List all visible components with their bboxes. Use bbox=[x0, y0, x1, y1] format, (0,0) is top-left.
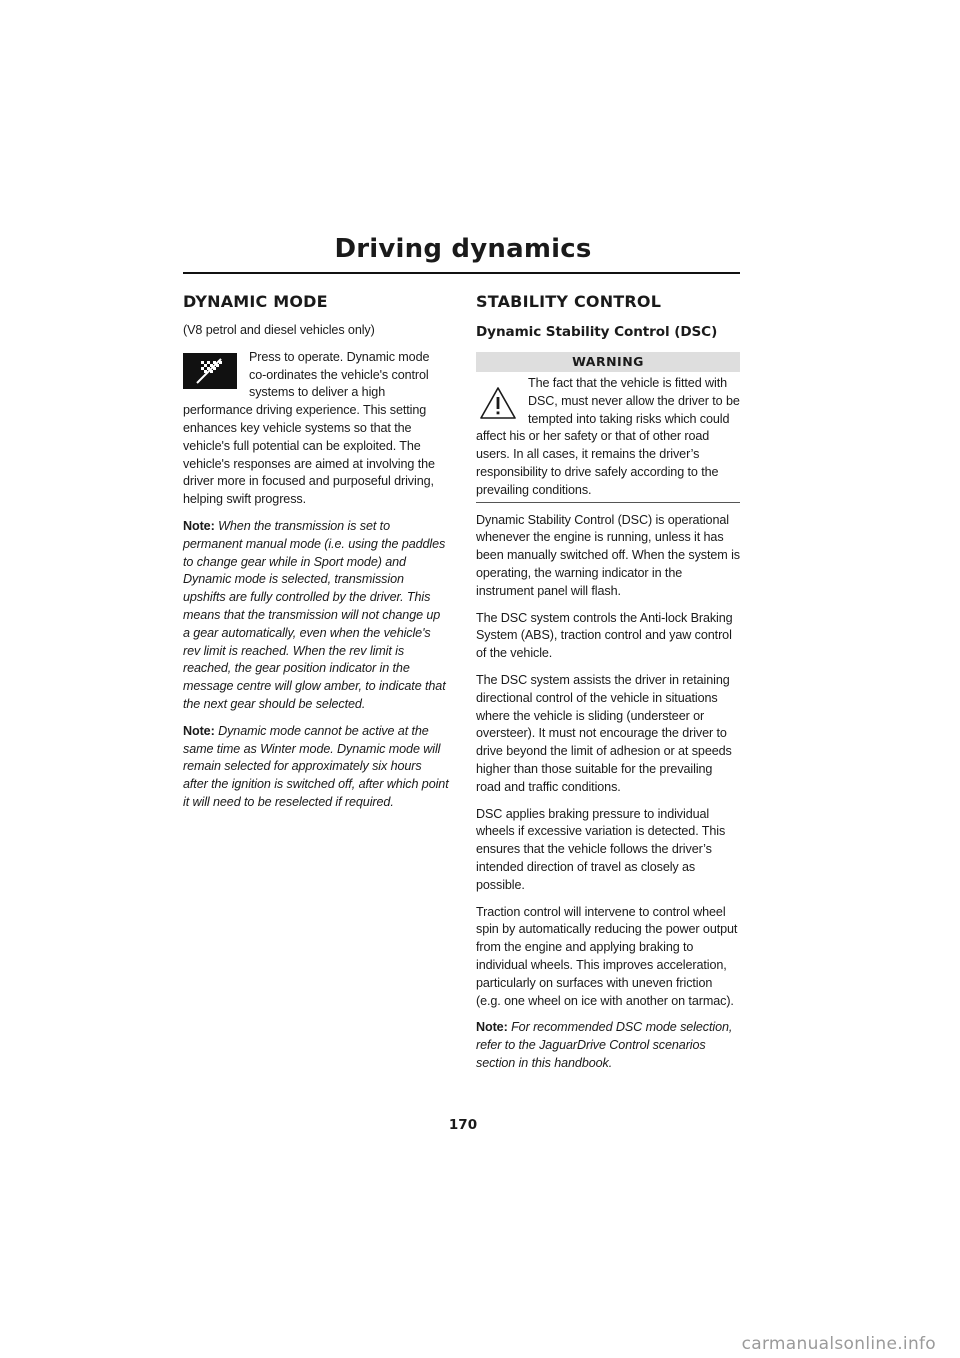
dsc-paragraph-3: The DSC system assists the driver in retaining directional control of the vehicle in situations where the vehicle is sliding (understeer or oversteer). It must not encourage the driver to drive beyond the limit of adhesion or at speeds higher than those suitable for the prevailing road and traffic conditions. bbox=[476, 672, 732, 794]
page-title: Driving dynamics bbox=[334, 234, 592, 264]
chequered-flag-icon bbox=[183, 353, 237, 389]
page-number: 170 bbox=[448, 1117, 478, 1133]
watermark: carmanualsonline.info bbox=[741, 1334, 936, 1354]
section-heading-stability-control: STABILITY CONTROL bbox=[476, 292, 662, 311]
dynamic-mode-description: Press to operate. Dynamic mode co-ordinates the vehicle's control systems to deliver a high performance driving experience. This setting enhances key vehicle systems so that the vehicle's full potential can be exploited. The vehicle's responses are aimed at involving the driver more in focused and purposeful driving, helping swift progress. bbox=[183, 349, 435, 507]
note-manual-mode bbox=[183, 518, 449, 714]
dsc-paragraph-4: DSC applies braking pressure to individual wheels if excessive variation is detected. This ensures that the vehicle follows the driver’s intended direction of travel as closely as possible. bbox=[476, 806, 726, 892]
right-column bbox=[476, 290, 740, 1082]
note-text: When the transmission is set to permanent manual mode (i.e. using the paddles to change gear while in Sport mode) and Dynamic mode is selected, transmission upshifts are fully controlled by the driver. This means that the transmission will not change up a gear automatically, even when the vehicle's rev limit is reached. When the rev limit is reached, the gear position indicator in the message centre will glow amber, to indicate that the next gear should be selected. bbox=[183, 518, 446, 711]
warning-text: The fact that the vehicle is fitted with DSC, must never allow the driver to be tempted into taking risks which could affect his or her safety or that of other road users. In all cases, it remains the driver’s responsibility to drive safely according to the prevailing conditions. bbox=[476, 376, 740, 497]
section-heading-dynamic-mode: DYNAMIC MODE bbox=[183, 292, 328, 311]
note-winter-mode bbox=[183, 723, 449, 812]
note-label: Note: bbox=[183, 518, 215, 533]
warning-box bbox=[476, 352, 740, 503]
left-column bbox=[183, 290, 449, 821]
note-text: Dynamic mode cannot be active at the same time as Winter mode. Dynamic mode will remain selected for approximately six hours after the ignition is switched off, after which point it will need to be reselected if required. bbox=[183, 723, 449, 809]
warning-body bbox=[476, 372, 740, 503]
dsc-paragraph-2: The DSC system controls the Anti-lock Braking System (ABS), traction control and yaw control of the vehicle. bbox=[476, 610, 733, 661]
dsc-paragraph-1: Dynamic Stability Control (DSC) is operational whenever the engine is running, unless it has been manually switched off. When the system is operating, the warning indicator in the instrument panel will flash. bbox=[476, 512, 740, 598]
note-text: For recommended DSC mode selection, refer to the JaguarDrive Control scenarios section in this handbook. bbox=[476, 1020, 733, 1070]
note-label: Note: bbox=[183, 723, 215, 738]
title-divider bbox=[183, 272, 740, 274]
warning-label: WARNING bbox=[476, 352, 740, 372]
applicability-note: (V8 petrol and diesel vehicles only) bbox=[183, 323, 375, 337]
subsection-heading-dsc: Dynamic Stability Control (DSC) bbox=[476, 324, 718, 340]
dsc-paragraph-5: Traction control will intervene to control wheel spin by automatically reducing the power output from the engine and applying braking to individual wheels. This improves acceleration, particularly on surfaces with uneven friction (e.g. one wheel on ice with another on tarmac). bbox=[476, 904, 738, 1008]
warning-triangle-icon bbox=[478, 385, 518, 421]
note-dsc-mode bbox=[476, 1019, 740, 1072]
note-label: Note: bbox=[476, 1020, 508, 1035]
dynamic-mode-intro bbox=[183, 349, 449, 509]
